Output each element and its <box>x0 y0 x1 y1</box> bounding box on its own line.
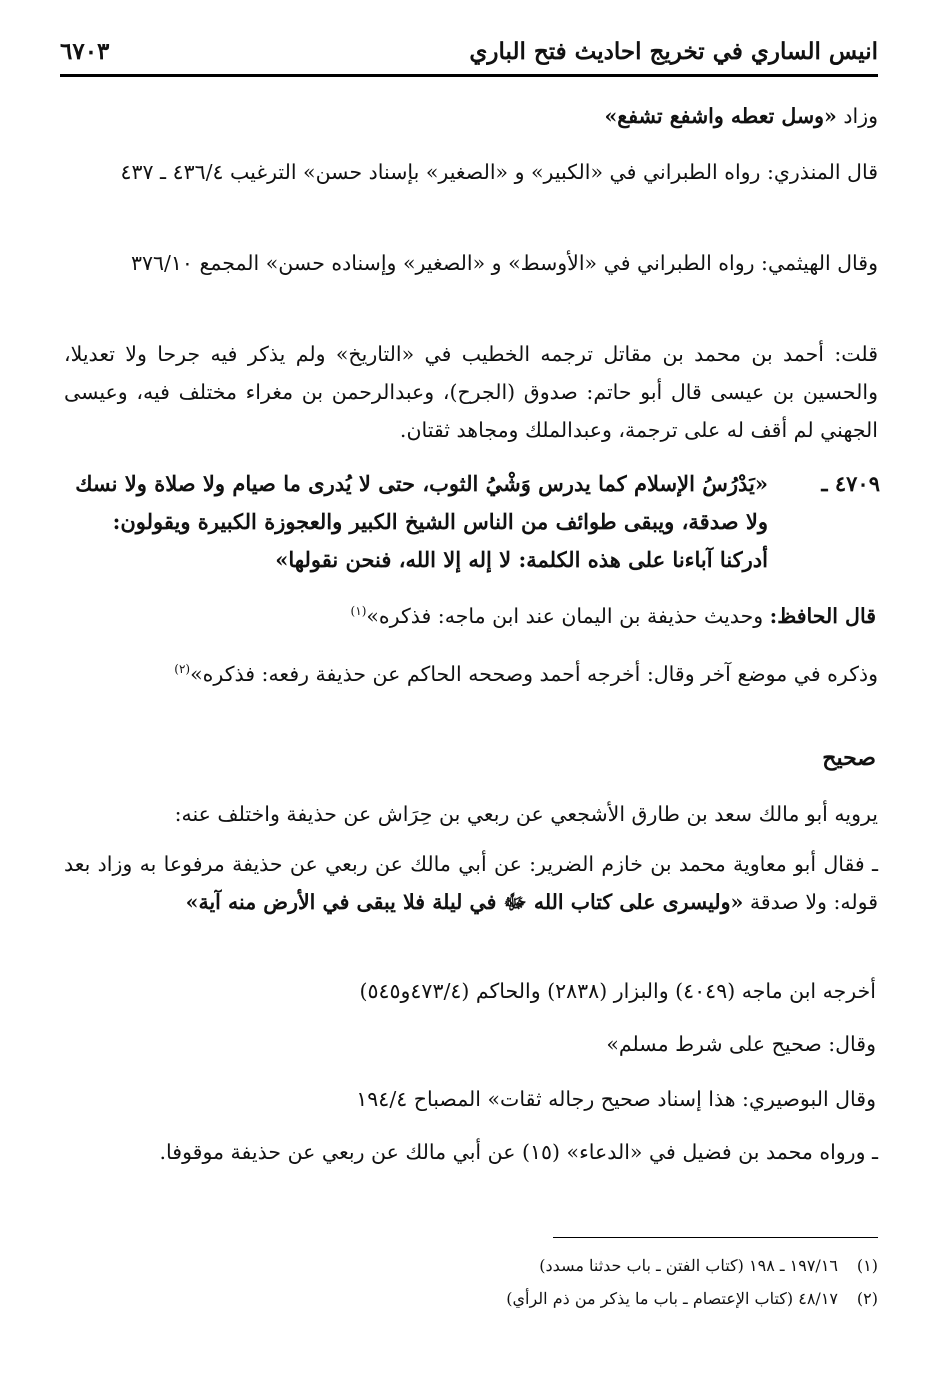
footnote-number: (٢) <box>856 1289 878 1308</box>
footnote <box>60 1286 878 1312</box>
footnote <box>60 1253 878 1279</box>
footnote-text: ٤٨/١٧ (كتاب الإعتصام ـ باب ما يذكر من ذم الرأي) <box>506 1289 838 1308</box>
paragraph-ibn-fudayl: ـ ورواه محمد بن فضيل في «الدعاء» (١٥) عن أبي مالك عن ربعي عن حذيفة موقوفا. <box>159 1140 878 1164</box>
footnote-number: (١) <box>856 1256 878 1275</box>
hafiz-label: قال الحافظ: <box>769 603 876 628</box>
footnote-text: ١٩٧/١٦ ـ ١٩٨ (كتاب الفتن ـ باب حدثنا مسدد) <box>539 1256 838 1275</box>
paragraph-mundhiri: قال المنذري: رواه الطبراني في «الكبير» و «الصغير» بإسناد حسن» الترغيب ٤٣٦/٤ ـ ٤٣٧ <box>120 160 878 184</box>
header-rule <box>60 74 878 77</box>
other-place-text: وذكره في موضع آخر وقال: أخرجه أحمد وصححه الحاكم عن حذيفة رفعه: فذكره» <box>190 661 878 686</box>
section-heading: صحيح <box>822 745 876 771</box>
page-header <box>60 34 878 74</box>
paragraph-note: قلت: أحمد بن محمد بن مقاتل ترجمه الخطيب في «التاريخ» ولم يذكر فيه جرحا ولا تعديلا، والحسين بن عيسى قال أبو حاتم: صدوق (الجرح)، وعبدالرحمن بن مغراء مختلف فيه، وعيسى الجهني لم أقف له على ترجمة، وعبدالملك ومجاهد ثقتان. <box>64 342 878 442</box>
paragraph-abu-muawiya <box>64 845 878 921</box>
paragraph-prefix: وزاد <box>836 104 878 128</box>
abu-muawiya-text: ـ فقال أبو معاوية محمد بن خازم الضرير: عن أبي مالك عن ربعي عن حذيفة مرفوعا به وزاد بعد قوله: ولا صدقة <box>64 852 878 914</box>
paragraph-addition <box>64 97 878 135</box>
hadith-text: «يَدْرُسُ الإسلام كما يدرس وَشْيُ الثوب، حتى لا يُدرى ما صيام ولا صلاة ولا نسك ولا صدقة، ويبقى طوائف من الناس الشيخ الكبير والعجوزة الكبيرة ويقولون: أدركنا آباءنا على هذه الكلمة: لا إله إلا الله، فنحن نقولها» <box>75 471 768 572</box>
running-title: انيس الساري في تخريج احاديث فتح الباري <box>469 38 878 65</box>
paragraph-hakim: وقال: صحيح على شرط مسلم» <box>606 1032 876 1056</box>
abu-muawiya-addition: «وليسرى على كتاب الله ﷻ في ليلة فلا يبقى في الأرض منه آية» <box>185 890 744 914</box>
footnote-rule <box>553 1237 878 1238</box>
paragraph-hafiz <box>64 592 876 635</box>
footnote-ref-2: (٢) <box>174 662 191 676</box>
hafiz-text: وحديث حذيفة بن اليمان عند ابن ماجه: فذكره» <box>366 603 770 628</box>
paragraph-haythami: وقال الهيثمي: رواه الطبراني في «الأوسط» و «الصغير» وإسناده حسن» المجمع ٣٧٦/١٠ <box>130 251 878 275</box>
paragraph-narration: يرويه أبو مالك سعد بن طارق الأشجعي عن ربعي بن حِرَاش عن حذيفة واختلف عنه: <box>174 802 878 826</box>
hadith-block <box>60 465 880 579</box>
paragraph-other-place <box>64 650 878 693</box>
quoted-addition: «وسل تعطه واشفع تشفع» <box>604 104 837 128</box>
paragraph-busiri: وقال البوصيري: هذا إسناد صحيح رجاله ثقات» المصباح ١٩٤/٤ <box>356 1087 876 1111</box>
hadith-number: ٤٧٠٩ ـ <box>821 471 880 496</box>
footnote-ref-1: (١) <box>350 604 367 618</box>
paragraph-takhrij: أخرجه ابن ماجه (٤٠٤٩) والبزار (٢٨٣٨) والحاكم (٤٧٣/٤و٥٤٥) <box>359 979 876 1003</box>
page-number: ٦٧٠٣ <box>60 38 110 65</box>
